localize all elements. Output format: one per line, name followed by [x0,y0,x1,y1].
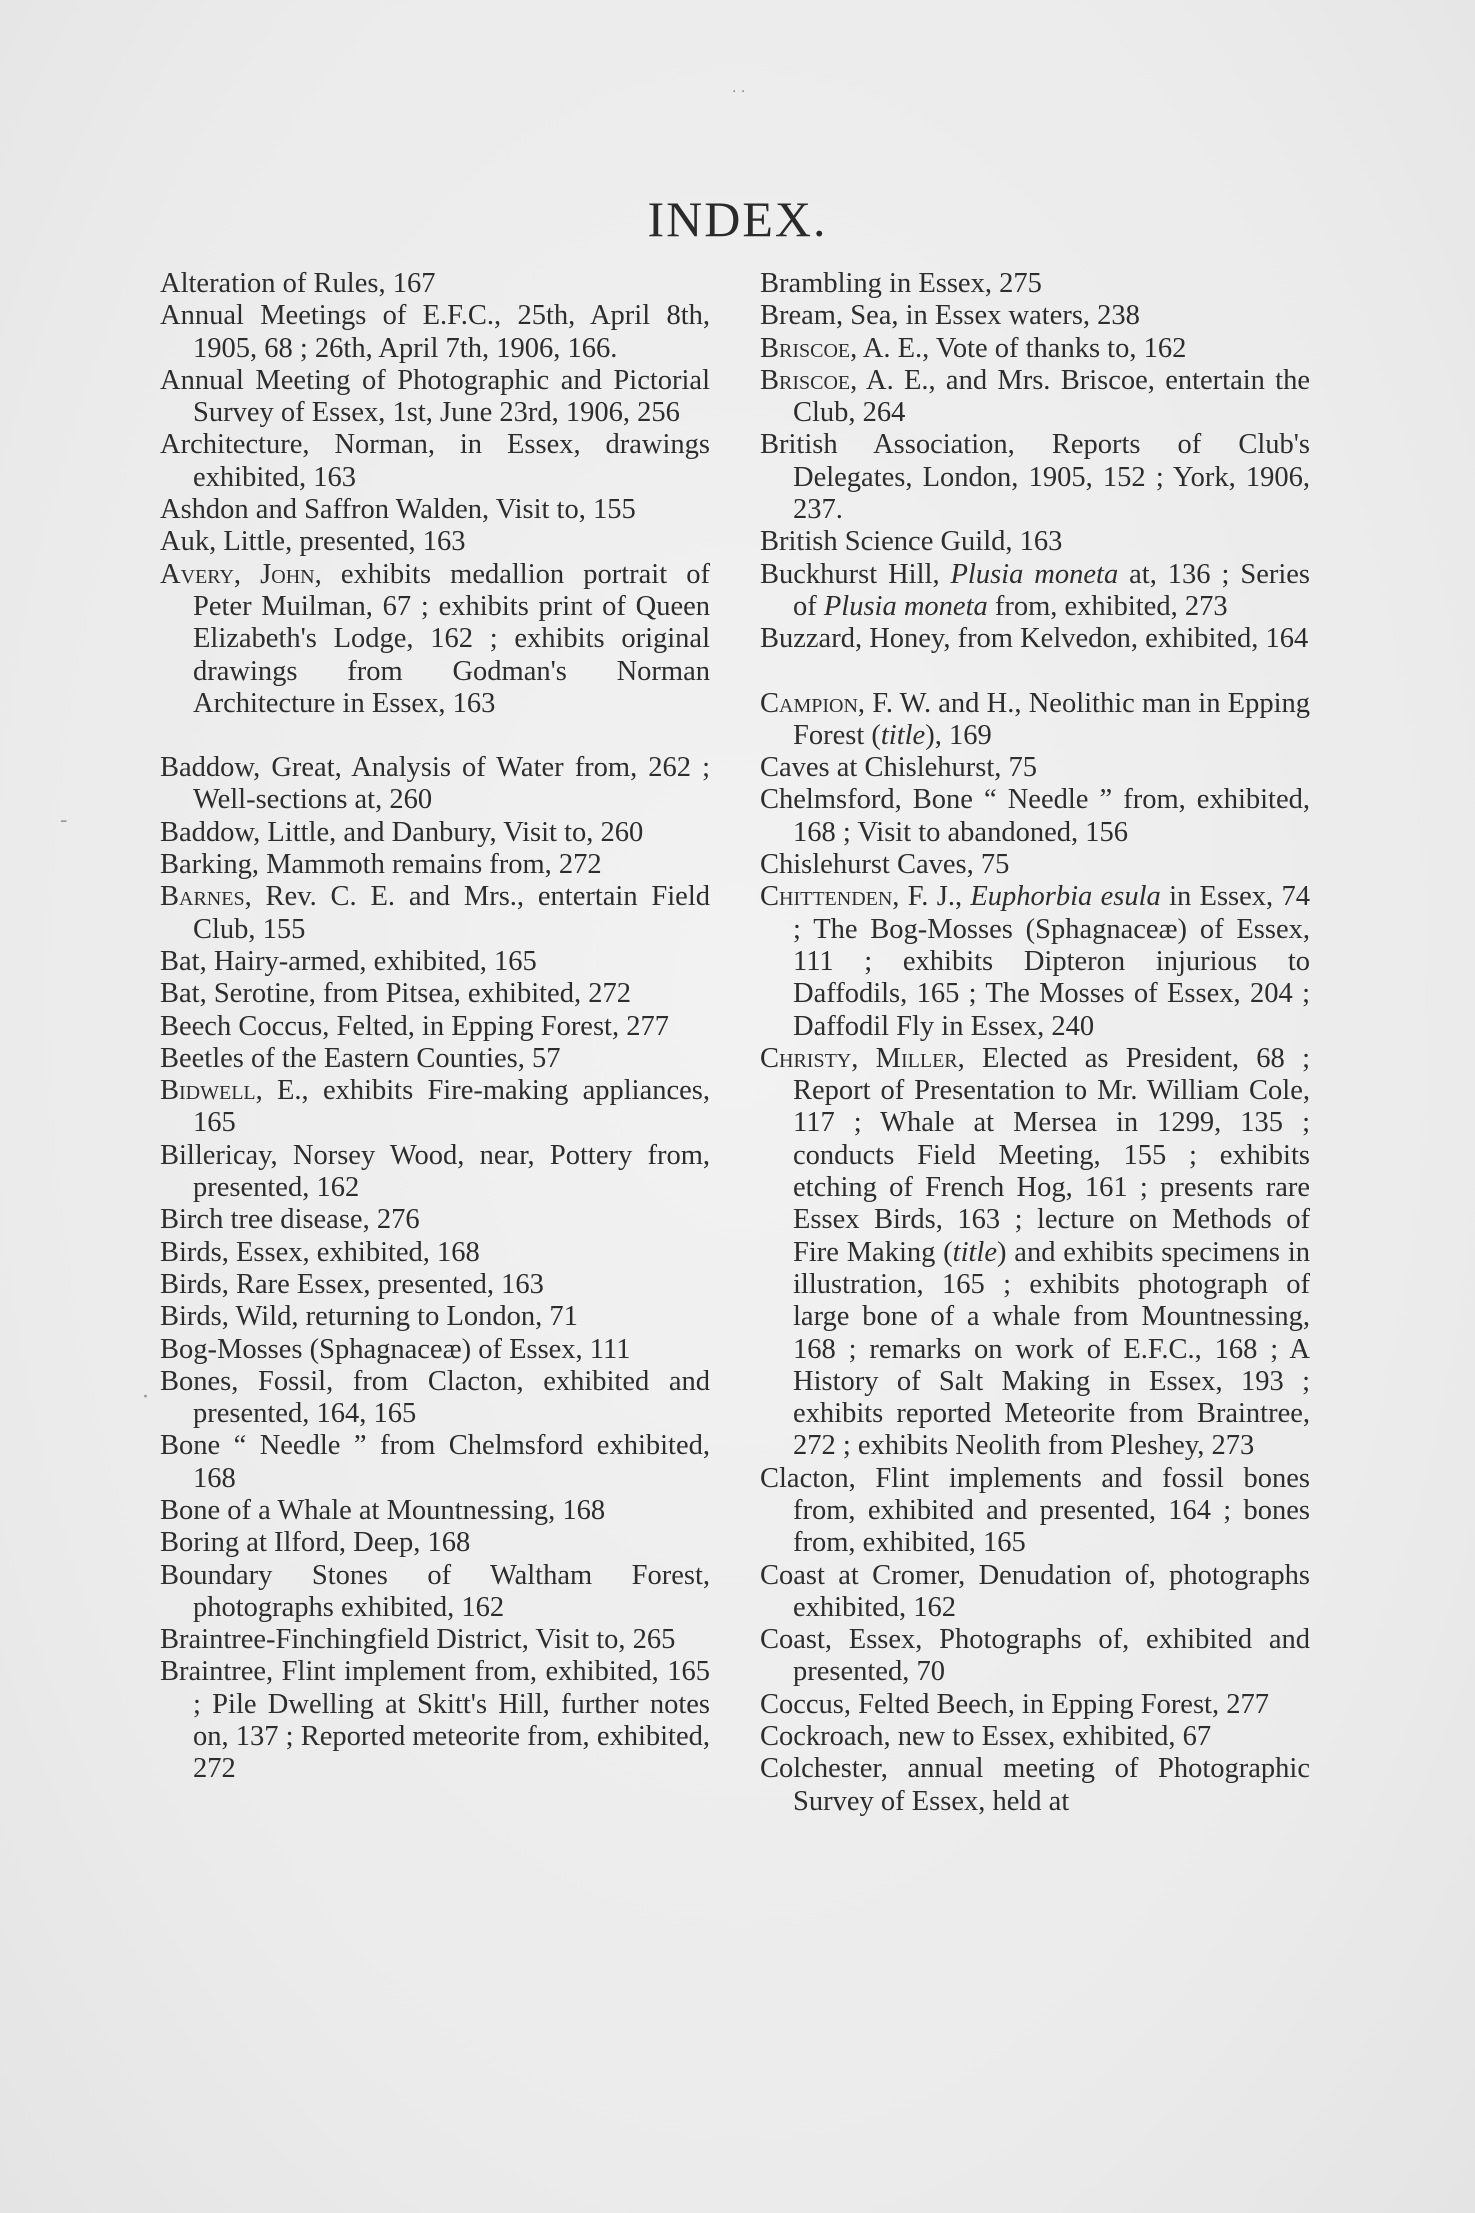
entry-text: Bream, Sea, in Essex waters, 238 [760,300,1140,332]
entry-text: Braintree-Finchingfield District, Visit to, 265 [160,1624,676,1656]
index-entry [760,1463,1310,1560]
entry-text: Annual Meetings of E.F.C., 25th, April 8th, 1905, 68 ; 26th, April 7th, 1906, 166. [160,300,710,364]
entry-text: E., exhibits Fire-making appliances, 165 [193,1075,710,1139]
index-entry [760,623,1310,655]
entry-text: Brambling in Essex, 275 [760,268,1042,299]
entry-text: Coccus, Felted Beech, in Epping Forest, 277 [760,1688,1269,1720]
index-entry [160,849,710,881]
margin-mark: · [142,1385,149,1410]
index-entry [160,559,710,720]
entry-text: Buckhurst Hill, [760,558,951,590]
entry-text: Birds, Essex, exhibited, 168 [160,1236,480,1268]
index-entry [160,1430,710,1495]
index-entry [160,1495,710,1527]
index-entry [160,1301,710,1333]
entry-text: Birch tree disease, 276 [160,1204,420,1236]
entry-text: F. W. and H., Neolithic man in Epping Forest ( [793,687,1310,751]
index-entry [760,1560,1310,1625]
index-entry [160,300,710,365]
index-entry [160,268,710,300]
index-entry [160,881,710,946]
entry-text: Baddow, Great, Analysis of Water from, 262 ; Well-sections at, 260 [160,752,710,816]
entry-text: Clacton, Flint implements and fossil bones from, exhibited and presented, 164 ; bones from, exhibited, 165 [760,1462,1310,1559]
index-entry [160,978,710,1010]
entry-text: Beech Coccus, Felted, in Epping Forest, 277 [160,1010,669,1042]
entry-text: Buzzard, Honey, from Kelvedon, exhibited, 164 [760,623,1309,655]
index-entry [760,688,1310,753]
entry-name: Christy, Miller, [760,1042,965,1074]
entry-name: Bidwell, [160,1075,263,1107]
index-entry [160,1011,710,1043]
entry-text: Boundary Stones of Waltham Forest, photographs exhibited, 162 [160,1559,710,1623]
entry-text: Caves at Chislehurst, 75 [760,752,1038,784]
entry-name: Briscoe, [760,332,858,364]
index-entry [160,365,710,430]
index-entry [760,300,1310,332]
index-entry [160,1560,710,1625]
index-entry [760,1043,1310,1463]
entry-text: exhibits medallion portrait of Peter Muilman, 67 ; exhibits print of Queen Elizabeth's Lodge, 162 ; exhibits original drawings from Godman's Norman Architecture in Essex, 163 [193,558,710,719]
index-entry [760,1753,1310,1818]
entry-text: Alteration of Rules, 167 [160,268,436,299]
entry-text: A. E., Vote of thanks to, 162 [857,332,1187,364]
index-entry [760,1721,1310,1753]
index-entry [760,881,1310,1042]
page-title: INDEX. [647,191,828,247]
index-entry [160,1366,710,1431]
entry-text: Coast at Cromer, Denudation of, photographs exhibited, 162 [760,1559,1310,1623]
index-entry [160,752,710,817]
index-entry [760,559,1310,624]
index-entry [160,429,710,494]
entry-text: Elected as President, 68 ; Report of Presentation to Mr. William Cole, 117 ; Whale at Mersea in 1299, 135 ; conducts Field Meeting, 155 ; exhibits etching of French Hog, 161 ; presents rare Essex Birds, 163 ; lecture on Methods of Fire Making ( [793,1042,1310,1268]
index-entry [160,946,710,978]
entry-text: Ashdon and Saffron Walden, Visit to, 155 [160,494,636,526]
entry-italic: title [880,719,926,751]
index-entry [160,1075,710,1140]
index-entry [160,526,710,558]
entry-text: Chelmsford, Bone “ Needle ” from, exhibited, 168 ; Visit to abandoned, 156 [760,784,1310,848]
entry-text: British Science Guild, 163 [760,526,1063,558]
index-entry [760,365,1310,430]
entry-text: A. E., and Mrs. Briscoe, entertain the Club, 264 [793,364,1310,429]
entry-text: F. J., [899,881,971,913]
entry-text: Cockroach, new to Essex, exhibited, 67 [760,1721,1212,1753]
entry-name: Briscoe, [760,364,858,396]
entry-text: Birds, Rare Essex, presented, 163 [160,1268,544,1300]
entry-text: Chislehurst Caves, 75 [760,849,1010,881]
entry-italic: Euphorbia esula [970,881,1161,913]
entry-text: Annual Meeting of Photographic and Pictorial Survey of Essex, 1st, June 23rd, 1906, 256 [160,364,710,429]
index-entry [160,1043,710,1075]
index-entry [760,526,1310,558]
entry-text: ) and exhibits specimens in illustration, 165 ; exhibits photograph of large bone of a whale from Mountnessing, 168 ; remarks on work of E.F.C., 168 ; A History of Salt Making in Essex, 193 ; exhibits reported Meteorite from Braintree, 272 ; exhibits Neolith from Pleshey, 273 [793,1236,1310,1462]
entry-text: at, 136 ; Series of [793,558,1310,622]
index-entry [760,1689,1310,1721]
entry-text: Boring at Ilford, Deep, 168 [160,1527,471,1559]
entry-text: in Essex, 74 ; The Bog-Mosses (Sphagnaceæ) of Essex, 111 ; exhibits Dipteron injurious to Daffodils, 165 ; The Mosses of Essex, 204 ; Daffodil Fly in Essex, 240 [793,881,1310,1042]
entry-text: British Association, Reports of Club's Delegates, London, 1905, 152 ; York, 1906, 237. [760,429,1310,526]
index-entry [160,1204,710,1236]
entry-text: Billericay, Norsey Wood, near, Pottery from, presented, 162 [160,1139,710,1204]
entry-text: Bog-Mosses (Sphagnaceæ) of Essex, 111 [160,1333,631,1365]
index-entry [760,849,1310,881]
index-entry [160,1624,710,1656]
index-entry [160,1527,710,1559]
entry-text: Barking, Mammoth remains from, 272 [160,849,602,881]
print-specks: · · [732,84,746,100]
entry-italic: title [952,1236,997,1268]
index-entry [760,784,1310,849]
entry-name: Chittenden, [760,881,900,913]
index-entry [160,817,710,849]
index-entry [160,1334,710,1366]
index-entry [760,1624,1310,1689]
index-entry [760,268,1310,300]
index-entry [160,1269,710,1301]
entry-name: Barnes, [160,881,252,913]
entry-text: Baddow, Little, and Danbury, Visit to, 260 [160,816,644,848]
index-column-left [160,268,710,1786]
index-entry [160,1140,710,1205]
entry-text: Coast, Essex, Photographs of, exhibited and presented, 70 [760,1624,1310,1688]
entry-text: Bones, Fossil, from Clacton, exhibited and presented, 164, 165 [160,1365,710,1430]
entry-italic: Plusia moneta [823,590,988,622]
entry-italic: Plusia moneta [950,558,1119,590]
entry-text: Birds, Wild, returning to London, 71 [160,1301,578,1333]
entry-text: Bone of a Whale at Mountnessing, 168 [160,1494,606,1526]
index-entry [760,752,1310,784]
index-column-right [760,268,1310,1818]
index-entry [160,1656,710,1785]
index-entry [160,494,710,526]
index-entry [760,429,1310,526]
index-entry [760,333,1310,365]
entry-name: Campion, [760,687,866,719]
entry-text: Colchester, annual meeting of Photographic Survey of Essex, held at [760,1753,1310,1817]
index-entry [160,1237,710,1269]
entry-text: from, exhibited, 273 [987,590,1228,622]
entry-text: Auk, Little, presented, 163 [160,526,466,558]
entry-text: Bat, Hairy-armed, exhibited, 165 [160,945,537,977]
entry-text: Beetles of the Eastern Counties, 57 [160,1042,561,1074]
entry-text: Rev. C. E. and Mrs., entertain Field Club, 155 [193,881,710,945]
entry-text: ), 169 [925,719,992,751]
entry-text: Architecture, Norman, in Essex, drawings exhibited, 163 [160,429,710,493]
margin-mark: - [60,808,68,833]
entry-text: Bone “ Needle ” from Chelmsford exhibited, 168 [160,1430,710,1494]
entry-text: Bat, Serotine, from Pitsea, exhibited, 272 [160,978,631,1010]
entry-name: Avery, John, [160,558,322,590]
entry-text: Braintree, Flint implement from, exhibited, 165 ; Pile Dwelling at Skitt's Hill, further notes on, 137 ; Reported meteorite from, exhibited, 272 [160,1656,710,1785]
